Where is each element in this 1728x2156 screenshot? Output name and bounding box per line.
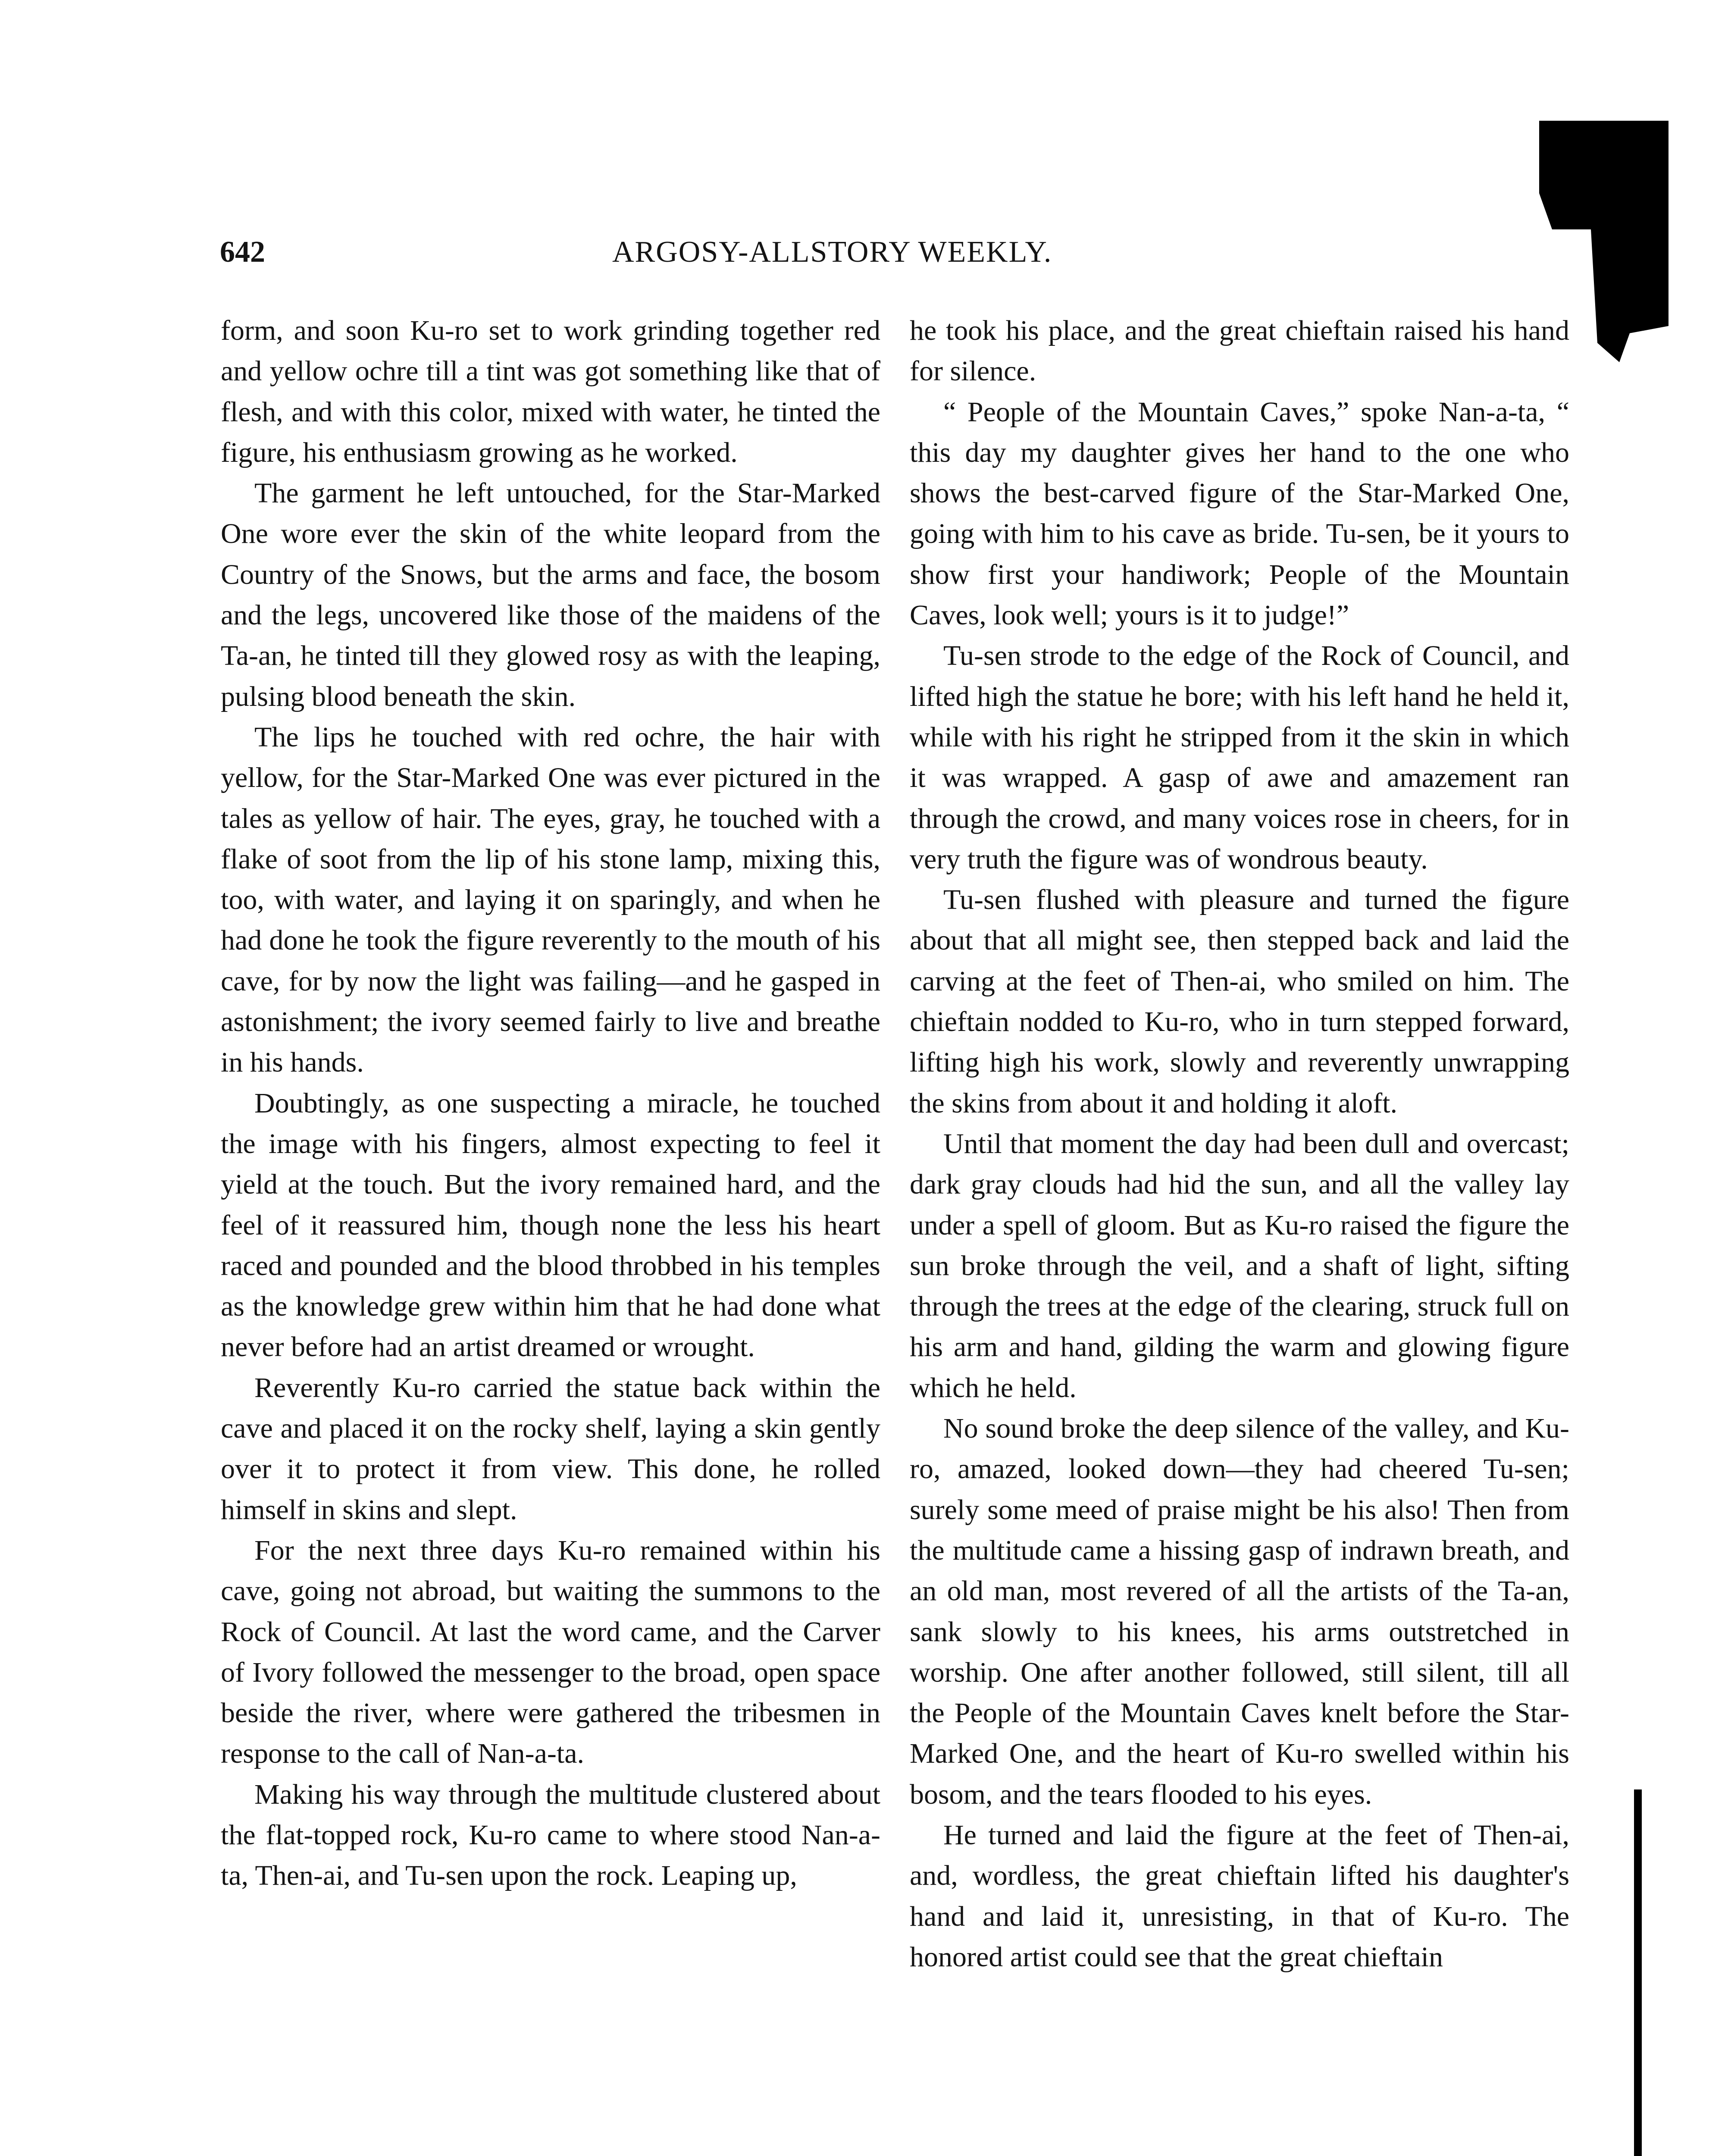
left-column: [221, 310, 880, 1896]
running-title: ARGOSY-ALLSTORY WEEKLY.: [612, 235, 1052, 269]
paragraph: Reverently Ku-ro carried the statue back within the cave and placed it on the rocky shelf, laying a skin gently over it to protect it from view. This done, he rolled himself in skins and slept.: [221, 1372, 880, 1526]
paragraph: For the next three days Ku-ro remained within his cave, going not abroad, but waiting the summons to the Rock of Council. At last the word came, and the Carver of Ivory followed the messenger to the broad, open space beside the river, where were gathered the tribesmen in response to the call of Nan-a-ta.: [221, 1534, 880, 1770]
paragraph: Tu-sen strode to the edge of the Rock of Council, and lifted high the statue he bore; with his left hand he held it, while with his right he stripped from it the skin in which it was wrapped. A gasp of awe and amazement ran through the crowd, and many voices rose in cheers, for in very truth the figure was of wondrous beauty.: [910, 640, 1569, 875]
paragraph: he took his place, and the great chieftain raised his hand for silence.: [910, 315, 1569, 387]
paragraph: Making his way through the multitude clustered about the flat-topped rock, Ku-ro came to where stood Nan-a-ta, Then-ai, and Tu-sen upon the rock. Leaping up,: [221, 1778, 880, 1892]
page-number: 642: [220, 235, 265, 269]
paragraph: Tu-sen flushed with pleasure and turned the figure about that all might see, then stepped back and laid the carving at the feet of Then-ai, who smiled on him. The chieftain nodded to Ku-ro, who in turn stepped forward, lifting high his work, slowly and reverently unwrapping the skins from about it and holding it aloft.: [910, 884, 1569, 1119]
paragraph: He turned and laid the figure at the feet of Then-ai, and, wordless, the great chieftain lifted his daughter's hand and laid it, unresisting, in that of Ku-ro. The honored artist could see that the great chieftain: [910, 1819, 1569, 1973]
paragraph: Doubtingly, as one suspecting a miracle, he touched the image with his fingers, almost expecting to feel it yield at the touch. But the ivory remained hard, and the feel of it reassured him, though none the less his heart raced and pounded and the blood throbbed in his temples as the knowledge grew within him that he had done what never before had an artist dreamed or wrought.: [221, 1087, 880, 1363]
paragraph: The lips he touched with red ochre, the hair with yellow, for the Star-Marked One was ever pictured in the tales as yellow of hair. The eyes, gray, he touched with a flake of soot from the lip of his stone lamp, mixing this, too, with water, and laying it on sparingly, and when he had done he took the figure reverently to the mouth of his cave, for by now the light was failing—and he gasped in astonishment; the ivory seemed fairly to live and breathe in his hands.: [221, 721, 880, 1078]
paragraph: The garment he left untouched, for the Star-Marked One wore ever the skin of the white leopard from the Country of the Snows, but the arms and face, the bosom and the legs, uncovered like those of the maidens of the Ta-an, he tinted till they glowed rosy as with the leaping, pulsing blood beneath the skin.: [221, 477, 880, 712]
paragraph: No sound broke the deep silence of the valley, and Ku-ro, amazed, looked down—they had cheered Tu-sen; surely some meed of praise might be his also! Then from the multitude came a hissing gasp of indrawn breath, and an old man, most revered of all the artists of the Ta-an, sank slowly to his knees, his arms outstretched in worship. One after another followed, still silent, till all the People of the Mountain Caves knelt before the Star-Marked One, and the heart of Ku-ro swelled within his bosom, and the tears flooded to his eyes.: [910, 1413, 1569, 1810]
scan-edge-artifact: [1634, 1789, 1642, 2156]
paragraph: form, and soon Ku-ro set to work grinding together red and yellow ochre till a tint was got something like that of flesh, and with this color, mixed with water, he tinted the figure, his enthusiasm growing as he worked.: [221, 315, 880, 468]
paragraph: Until that moment the day had been dull and overcast; dark gray clouds had hid the sun, and all the valley lay under a spell of gloom. But as Ku-ro raised the figure the sun broke through the veil, and a shaft of light, sifting through the trees at the edge of the clearing, struck full on his arm and hand, gilding the warm and glowing figure which he held.: [910, 1128, 1569, 1404]
paragraph: “ People of the Mountain Caves,” spoke Nan-a-ta, “ this day my daughter gives her hand to the one who shows the best-carved figure of the Star-Marked One, going with him to his cave as bride. Tu-sen, be it yours to show first your handiwork; People of the Mountain Caves, look well; yours is it to judge!”: [910, 396, 1569, 631]
right-column: [910, 310, 1569, 1977]
